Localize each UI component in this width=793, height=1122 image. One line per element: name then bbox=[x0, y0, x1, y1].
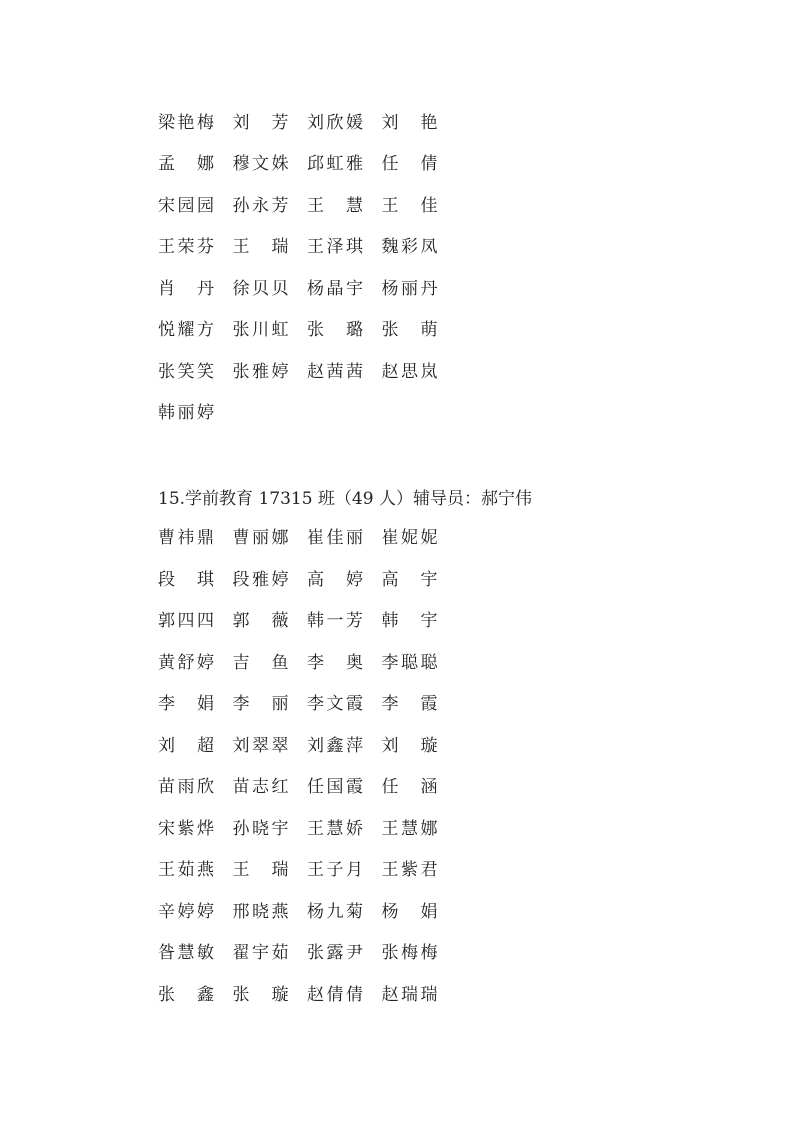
name-row bbox=[158, 559, 532, 601]
student-name: 张 萌 bbox=[381, 320, 438, 341]
name-row bbox=[158, 185, 456, 227]
student-name: 崔佳丽 bbox=[307, 528, 363, 549]
student-name: 王 瑞 bbox=[232, 860, 289, 881]
student-name: 张川虹 bbox=[232, 320, 289, 341]
student-name: 杨晶宇 bbox=[307, 278, 363, 299]
student-name: 杨丽丹 bbox=[381, 278, 438, 299]
student-name: 邱虹雅 bbox=[307, 154, 363, 175]
student-name: 李 娟 bbox=[158, 694, 214, 715]
student-name: 郭四四 bbox=[158, 611, 214, 632]
student-name: 张 鑫 bbox=[158, 984, 214, 1005]
student-name: 宋紫烨 bbox=[158, 818, 214, 839]
student-name: 王泽琪 bbox=[307, 237, 363, 258]
student-name: 李 霞 bbox=[381, 694, 438, 715]
student-name: 张露尹 bbox=[307, 943, 363, 964]
student-name: 段雅婷 bbox=[232, 569, 289, 590]
student-name: 悦耀方 bbox=[158, 320, 214, 341]
student-name: 段 琪 bbox=[158, 569, 214, 590]
student-name: 王慧娜 bbox=[381, 818, 438, 839]
student-name: 徐贝贝 bbox=[232, 278, 289, 299]
student-name: 刘欣媛 bbox=[307, 112, 363, 133]
student-name: 邢晓燕 bbox=[232, 901, 289, 922]
student-name: 杨九菊 bbox=[307, 901, 363, 922]
name-row bbox=[158, 850, 532, 892]
name-row bbox=[158, 102, 456, 144]
student-name: 赵思岚 bbox=[381, 361, 438, 382]
student-name: 王 慧 bbox=[307, 195, 363, 216]
name-row bbox=[158, 227, 456, 269]
student-name: 韩丽婷 bbox=[158, 403, 214, 424]
student-name: 王茹燕 bbox=[158, 860, 214, 881]
student-name: 崔妮妮 bbox=[381, 528, 438, 549]
name-row bbox=[158, 891, 532, 933]
student-name: 苗雨欣 bbox=[158, 777, 214, 798]
student-name: 刘 艳 bbox=[381, 112, 438, 133]
student-name: 张梅梅 bbox=[381, 943, 438, 964]
student-list-continued bbox=[158, 102, 456, 434]
student-name: 张 璇 bbox=[232, 984, 289, 1005]
name-row bbox=[158, 974, 532, 1016]
student-name: 黄舒婷 bbox=[158, 652, 214, 673]
student-name: 王 佳 bbox=[381, 195, 438, 216]
student-name: 任 倩 bbox=[381, 154, 438, 175]
student-name: 刘 璇 bbox=[381, 735, 438, 756]
student-name: 张雅婷 bbox=[232, 361, 289, 382]
name-row bbox=[158, 393, 456, 435]
student-name: 王 瑞 bbox=[232, 237, 289, 258]
student-name: 张 璐 bbox=[307, 320, 363, 341]
name-row bbox=[158, 601, 532, 643]
student-name: 王子月 bbox=[307, 860, 363, 881]
student-name: 任国霞 bbox=[307, 777, 363, 798]
student-name: 魏彩凤 bbox=[381, 237, 438, 258]
name-row bbox=[158, 767, 532, 809]
student-name: 刘翠翠 bbox=[232, 735, 289, 756]
student-name: 穆文姝 bbox=[232, 154, 289, 175]
student-name: 刘 芳 bbox=[232, 112, 289, 133]
student-name: 高 婷 bbox=[307, 569, 363, 590]
class-heading: 15.学前教育 17315 班（49 人）辅导员：郝宁伟 bbox=[158, 489, 532, 510]
student-name: 辛婷婷 bbox=[158, 901, 214, 922]
student-name: 宋园园 bbox=[158, 195, 214, 216]
student-name: 李 奥 bbox=[307, 652, 363, 673]
student-name: 王荣芬 bbox=[158, 237, 214, 258]
student-name: 王紫君 bbox=[381, 860, 438, 881]
student-name: 昝慧敏 bbox=[158, 943, 214, 964]
student-name: 郭 薇 bbox=[232, 611, 289, 632]
name-row bbox=[158, 684, 532, 726]
student-name: 韩 宇 bbox=[381, 611, 438, 632]
student-name: 苗志红 bbox=[232, 777, 289, 798]
student-name: 吉 鱼 bbox=[232, 652, 289, 673]
name-row bbox=[158, 808, 532, 850]
student-name: 杨 娟 bbox=[381, 901, 438, 922]
student-name: 翟宇茹 bbox=[232, 943, 289, 964]
name-row bbox=[158, 725, 532, 767]
name-row bbox=[158, 144, 456, 186]
student-name: 刘鑫萍 bbox=[307, 735, 363, 756]
student-name: 孟 娜 bbox=[158, 154, 214, 175]
student-name: 梁艳梅 bbox=[158, 112, 214, 133]
name-row bbox=[158, 933, 532, 975]
name-row bbox=[158, 351, 456, 393]
student-name: 赵倩倩 bbox=[307, 984, 363, 1005]
class-section-15 bbox=[158, 476, 532, 1016]
student-name: 孙晓宇 bbox=[232, 818, 289, 839]
student-name: 李 丽 bbox=[232, 694, 289, 715]
student-name: 张笑笑 bbox=[158, 361, 214, 382]
student-name: 曹丽娜 bbox=[232, 528, 289, 549]
student-name: 赵茜茜 bbox=[307, 361, 363, 382]
student-name: 刘 超 bbox=[158, 735, 214, 756]
student-name: 李聪聪 bbox=[381, 652, 438, 673]
student-name: 王慧娇 bbox=[307, 818, 363, 839]
name-row bbox=[158, 642, 532, 684]
student-name: 曹祎鼎 bbox=[158, 528, 214, 549]
student-name: 高 宇 bbox=[381, 569, 438, 590]
student-name: 任 涵 bbox=[381, 777, 438, 798]
name-row bbox=[158, 518, 532, 560]
student-name: 李文霞 bbox=[307, 694, 363, 715]
name-row bbox=[158, 268, 456, 310]
student-name: 肖 丹 bbox=[158, 278, 214, 299]
name-row bbox=[158, 310, 456, 352]
student-name: 韩一芳 bbox=[307, 611, 363, 632]
student-name: 孙永芳 bbox=[232, 195, 289, 216]
student-name: 赵瑞瑞 bbox=[381, 984, 438, 1005]
